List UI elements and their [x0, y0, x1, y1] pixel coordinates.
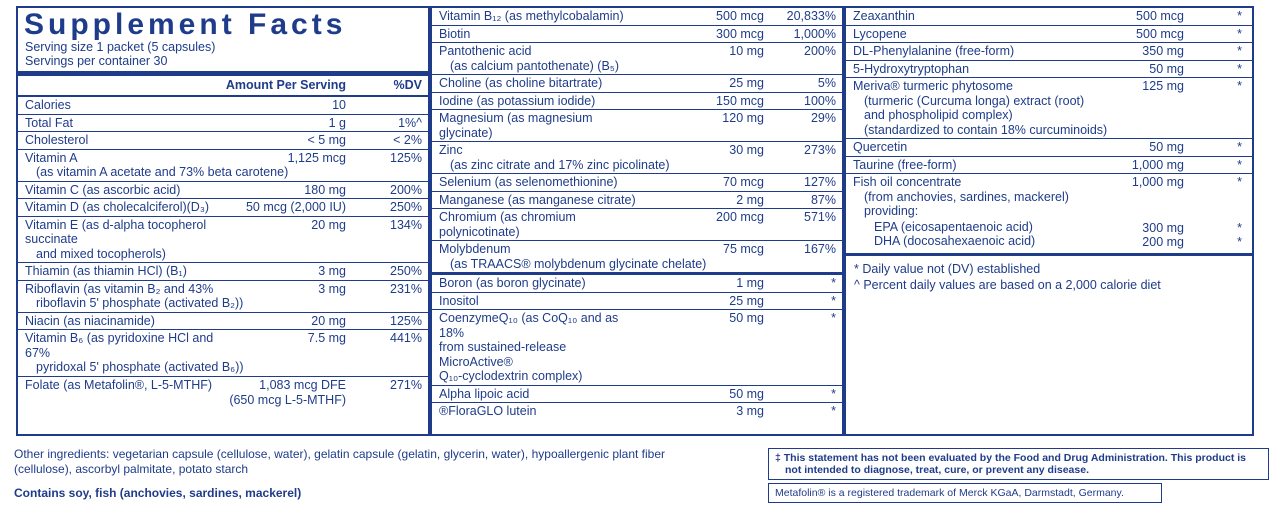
servings-per-container: Servings per container 30 — [25, 54, 168, 68]
table-row — [846, 60, 1252, 78]
footnotes — [846, 253, 1252, 298]
amount-value: 1,083 mcg DFE — [259, 377, 346, 392]
dv-value: 231% — [390, 281, 422, 296]
nutrient-name: Vitamin B₆ (as pyridoxine HCl and 67% — [25, 331, 214, 360]
nutrient-name: Biotin — [439, 26, 471, 41]
amount-value: 1,000 mg — [1131, 157, 1184, 172]
nutrient-detail: riboflavin 5' phosphate (activated B₂)) — [36, 296, 244, 310]
amount-value: 200 mcg — [716, 210, 764, 224]
footnote-dv: * Daily value not (DV) established — [854, 261, 1041, 276]
dv-value: 134% — [390, 217, 422, 232]
spacer — [18, 392, 428, 407]
table-row — [432, 191, 842, 209]
table-row — [18, 149, 428, 181]
amount-value: 50 mcg (2,000 IU) — [245, 200, 346, 214]
amount-value: 25 mg — [729, 76, 764, 90]
nutrient-name: Chromium (as chromium polynicotinate) — [439, 210, 576, 239]
amount-value: 1 g — [328, 115, 346, 130]
dv-value: 250% — [390, 264, 422, 278]
serving-size: Serving size 1 packet (5 capsules) — [25, 40, 216, 54]
nutrient-detail: pyridoxal 5' phosphate (activated B₆)) — [36, 360, 244, 374]
dv-value: * — [1237, 235, 1242, 249]
nutrient-name: Boron (as boron glycinate) — [439, 276, 586, 290]
dv-value: 100% — [804, 93, 836, 108]
amount-value: 3 mg — [318, 264, 346, 278]
nutrient-detail: Q₁₀-cyclodextrin complex) — [439, 369, 583, 383]
table-row — [432, 292, 842, 310]
amount-value: 7.5 mg — [307, 331, 346, 345]
nutrient-name: Lycopene — [853, 26, 907, 41]
table-row — [432, 92, 842, 110]
table-row — [846, 173, 1252, 220]
nutrient-detail: (as vitamin A acetate and 73% beta carotene) — [36, 165, 289, 179]
dv-value: 29% — [810, 111, 836, 125]
amount-value: 75 mcg — [723, 242, 764, 256]
dv-value: 20,833% — [786, 9, 836, 23]
trademark-note: Metafolin® is a registered trademark of Merck KGaA, Darmstadt, Germany. — [768, 483, 1162, 503]
dv-header: %DV — [393, 78, 422, 92]
amount-value: 1,000 mg — [1131, 175, 1184, 189]
other-ingredients — [14, 447, 665, 477]
dv-value: 125% — [390, 150, 422, 165]
nutrient-name: Fish oil concentrate — [853, 175, 962, 189]
table-row — [432, 402, 842, 420]
amount-value: 3 mg — [736, 404, 764, 418]
nutrient-name: Thiamin (as thiamin HCl) (B₁) — [25, 264, 187, 278]
fda-line: ‡ This statement has not been evaluated by the Food and Drug Administration. This product is — [775, 452, 1246, 464]
table-row — [432, 25, 842, 43]
nutrient-name: DL-Phenylalanine (free-form) — [853, 44, 1015, 58]
dv-value: 200% — [804, 44, 836, 58]
table-header — [18, 71, 428, 95]
dv-value: * — [1237, 157, 1242, 172]
dv-value: 1%^ — [398, 115, 422, 130]
amount-value: < 5 mg — [307, 133, 346, 147]
nutrient-name: Riboflavin (as vitamin B₂ and 43% — [25, 281, 214, 296]
facts-column-3 — [844, 6, 1254, 436]
footnote-calorie: ^ Percent daily values are based on a 2,000 calorie diet — [854, 277, 1161, 292]
dv-value: 250% — [390, 200, 422, 214]
nutrient-name: Vitamin D (as cholecalciferol)(D₃) — [25, 200, 210, 214]
table-row — [846, 42, 1252, 60]
table-row — [846, 156, 1252, 174]
amount-value: 150 mcg — [716, 93, 764, 108]
nutrient-name: Cholesterol — [25, 133, 89, 147]
table-row — [846, 77, 1252, 138]
dv-value: * — [831, 404, 836, 418]
nutrient-name: Calories — [25, 98, 71, 112]
amount-value: 70 mcg — [723, 175, 764, 189]
nutrient-name: CoenzymeQ₁₀ (as CoQ₁₀ and as 18% — [439, 311, 619, 340]
table-row — [18, 280, 428, 312]
amount-value: 10 mg — [729, 44, 764, 58]
table-row — [18, 262, 428, 280]
amount-value: 10 — [332, 98, 346, 112]
panel-title: Supplement Facts — [24, 8, 347, 41]
dv-value: * — [1237, 26, 1242, 41]
nutrient-name: Niacin (as niacinamide) — [25, 313, 155, 328]
amount-detail: (650 mcg L-5-MTHF) — [229, 392, 346, 407]
table-row — [18, 376, 428, 408]
amount-value: 1,125 mcg — [287, 150, 346, 165]
amount-value: 500 mcg — [716, 9, 764, 23]
nutrient-name: Vitamin A — [25, 150, 78, 165]
amount-value: 200 mg — [1142, 235, 1184, 249]
nutrient-name: Quercetin — [853, 140, 908, 154]
table-row — [432, 309, 842, 385]
dv-value: * — [831, 276, 836, 290]
nutrient-detail: (from anchovies, sardines, mackerel) — [864, 189, 1069, 204]
table-row — [432, 173, 842, 191]
dv-value: * — [1237, 9, 1242, 23]
nutrient-name: Molybdenum — [439, 242, 511, 256]
dv-value: 571% — [804, 210, 836, 224]
dv-value: < 2% — [393, 133, 422, 147]
dv-value: 273% — [804, 143, 836, 157]
nutrient-name: Inositol — [439, 293, 479, 308]
nutrient-detail: and phospholipid complex) — [864, 108, 1013, 122]
amount-value: 50 mg — [1149, 61, 1184, 76]
nutrient-name: DHA (docosahexaenoic acid) — [874, 234, 1036, 248]
nutrient-name: Zinc — [439, 143, 463, 157]
nutrient-name: Manganese (as manganese citrate) — [439, 192, 636, 207]
nutrient-detail: and mixed tocopherols) — [36, 246, 166, 261]
amount-value: 350 mg — [1142, 44, 1184, 58]
dv-value: 5% — [817, 76, 836, 90]
nutrient-name: Selenium (as selenomethionine) — [439, 175, 618, 189]
nutrient-detail: (turmeric (Curcuma longa) extract (root) — [864, 93, 1085, 108]
nutrient-detail: from sustained-release MicroActive® — [439, 340, 567, 369]
table-row — [18, 312, 428, 330]
amount-value: 20 mg — [311, 217, 346, 232]
amount-value: 20 mg — [311, 313, 346, 328]
dv-value: 200% — [390, 182, 422, 197]
dv-value: 127% — [804, 175, 836, 189]
table-row — [432, 141, 842, 173]
table-row — [18, 181, 428, 199]
table-row — [432, 208, 842, 240]
amount-value: 300 mcg — [716, 26, 764, 41]
nutrient-name: Vitamin E (as d-alpha tocopherol succinate — [25, 217, 207, 246]
amount-value: 50 mg — [1149, 140, 1184, 154]
facts-column-2 — [430, 6, 844, 436]
amount-value: 120 mg — [722, 111, 764, 125]
fda-disclaimer — [768, 448, 1269, 480]
dv-value: * — [1237, 175, 1242, 189]
table-row — [18, 198, 428, 216]
table-row — [18, 216, 428, 263]
nutrient-name: Zeaxanthin — [853, 9, 915, 23]
nutrient-name: Alpha lipoic acid — [439, 386, 530, 401]
table-row — [846, 220, 1252, 235]
table-row — [846, 138, 1252, 156]
amount-value: 2 mg — [736, 192, 764, 207]
amount-value: 25 mg — [729, 293, 764, 308]
table-row — [432, 109, 842, 141]
amount-value: 3 mg — [318, 281, 346, 296]
nutrient-name: Vitamin C (as ascorbic acid) — [25, 182, 181, 197]
table-row — [432, 272, 842, 292]
table-row — [18, 114, 428, 132]
nutrient-name: Vitamin B₁₂ (as methylcobalamin) — [439, 9, 624, 23]
nutrient-name: Meriva® turmeric phytosome — [853, 79, 1013, 93]
nutrient-name: Pantothenic acid — [439, 44, 532, 58]
amount-value: 30 mg — [729, 143, 764, 157]
nutrient-detail: (as calcium pantothenate) (B₅) — [450, 58, 620, 73]
fda-line: not intended to diagnose, treat, cure, or prevent any disease. — [785, 464, 1089, 476]
amount-value: 1 mg — [736, 276, 764, 290]
dv-value: * — [831, 311, 836, 325]
nutrient-name: Total Fat — [25, 115, 73, 130]
table-row — [432, 8, 842, 25]
table-row — [18, 97, 428, 114]
nutrient-detail: (standardized to contain 18% curcuminoids) — [864, 122, 1108, 137]
dv-value: 271% — [390, 377, 422, 392]
amount-value: 500 mcg — [1136, 26, 1184, 41]
nutrient-detail: (as zinc citrate and 17% zinc picolinate) — [450, 157, 670, 172]
table-row — [846, 234, 1252, 249]
table-row — [432, 42, 842, 74]
dv-value: 167% — [804, 242, 836, 256]
table-row — [846, 8, 1252, 25]
nutrient-name: Choline (as choline bitartrate) — [439, 76, 603, 90]
facts-column-1 — [16, 6, 430, 436]
amount-value: 50 mg — [729, 386, 764, 401]
nutrient-name: Folate (as Metafolin®, L-5-MTHF) — [25, 377, 213, 392]
nutrient-name: Taurine (free-form) — [853, 157, 957, 172]
other-ingredients-line: (cellulose), ascorbyl palmitate, potato starch — [14, 462, 249, 476]
nutrient-name: 5-Hydroxytryptophan — [853, 61, 970, 76]
dv-value: * — [1237, 79, 1242, 93]
dv-value: * — [1237, 44, 1242, 58]
dv-value: * — [1237, 140, 1242, 154]
table-row — [18, 131, 428, 149]
table-row — [432, 385, 842, 403]
amount-value: 125 mg — [1142, 79, 1184, 93]
table-row — [432, 74, 842, 92]
dv-value: * — [831, 386, 836, 401]
table-row — [846, 25, 1252, 43]
dv-value: 87% — [810, 192, 836, 207]
amount-value: 180 mg — [304, 182, 346, 197]
amount-header: Amount Per Serving — [225, 78, 346, 92]
dv-value: * — [1237, 61, 1242, 76]
nutrient-detail: providing: — [864, 204, 919, 218]
dv-value: 125% — [390, 313, 422, 328]
dv-value: * — [831, 293, 836, 308]
amount-value: 300 mg — [1142, 220, 1184, 235]
table-row — [432, 240, 842, 272]
allergen-statement: Contains soy, fish (anchovies, sardines, mackerel) — [14, 486, 302, 500]
nutrient-detail: (as TRAACS® molybdenum glycinate chelate) — [450, 256, 707, 271]
amount-value: 50 mg — [729, 311, 764, 325]
nutrient-name: Magnesium (as magnesium glycinate) — [439, 111, 593, 140]
dv-value: 441% — [390, 331, 422, 345]
dv-value: 1,000% — [793, 26, 836, 41]
other-ingredients-line: Other ingredients: vegetarian capsule (cellulose, water), gelatin capsule (gelatin, glycerin, water), hypoallergenic plant fiber — [14, 447, 666, 461]
nutrient-name: ®FloraGLO lutein — [439, 404, 537, 418]
table-row — [18, 329, 428, 376]
amount-value: 500 mcg — [1136, 9, 1184, 23]
dv-value: * — [1237, 220, 1242, 235]
nutrient-name: EPA (eicosapentaenoic acid) — [874, 219, 1033, 234]
nutrient-name: Iodine (as potassium iodide) — [439, 93, 596, 108]
